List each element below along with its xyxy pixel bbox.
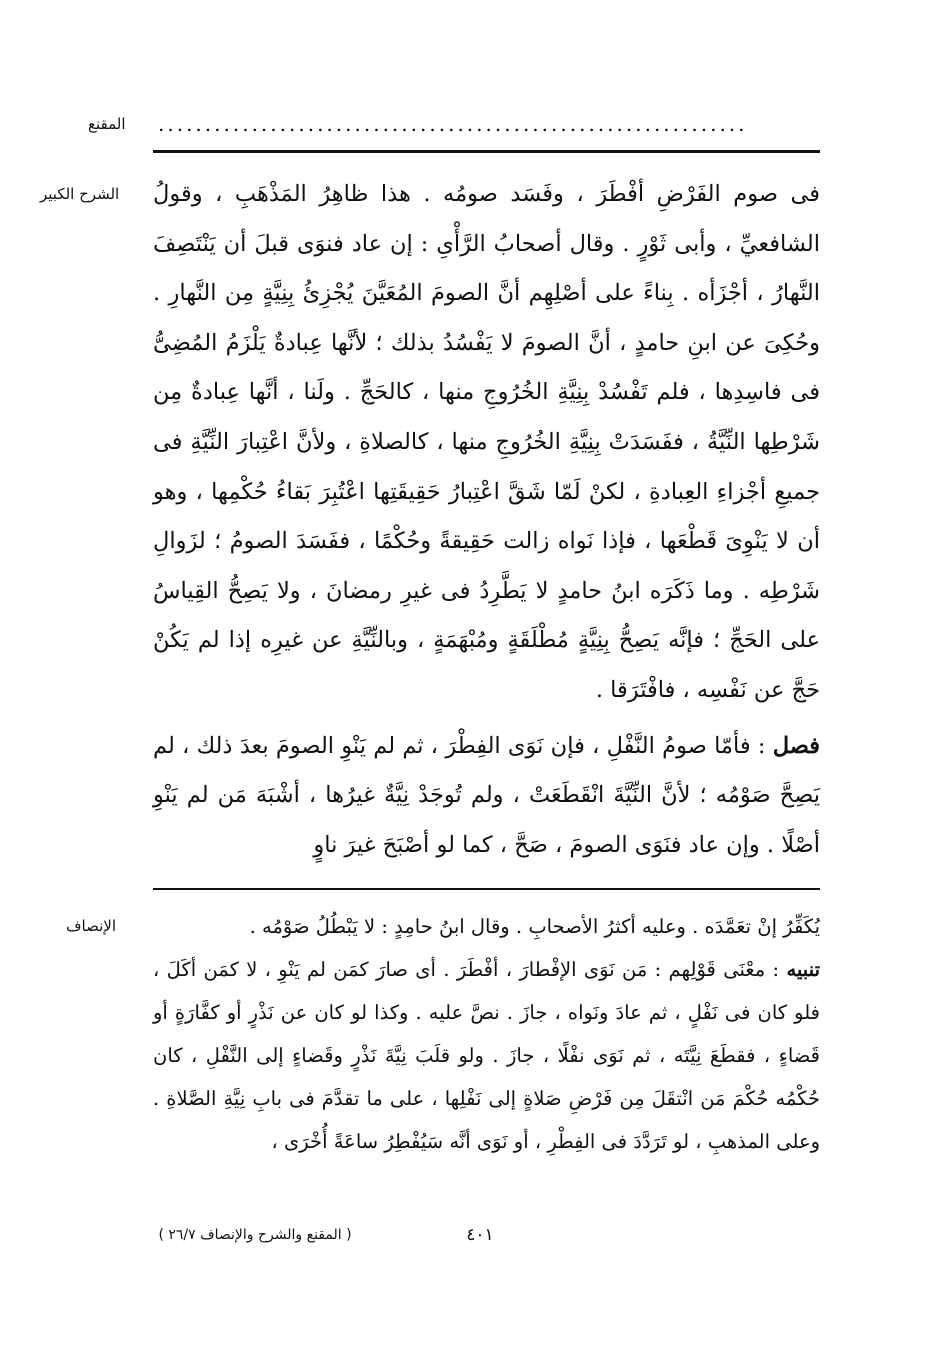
page-number: ٤٠١ [466,1225,494,1245]
sharh-paragraph-1: فى صوم الفَرْضِ أفْطَرَ ، وفَسَد صومُه . هذا ظاهِرُ المَذْهَبِ ، وقولُ الشافعيِّ ، وأبى ثَوْرٍ . وقال أصحابُ الرَّأْىِ : إن عاد فنوَى قبلَ أن يَنْتَصِفَ النَّهارُ ، أجْزَأه . بِناءً على أصْلِهِم أنَّ الصومَ المُعَيَّنَ يُجْزِئُ بِنِيَّةٍ مِن النَّهارِ . وحُكِىَ عن ابنِ حامدٍ ، أنَّ الصومَ لا يَفْسُدُ بذلك ؛ لأنَّها عِبادةٌ يَلْزَمُ المُضِىُّ فى فاسِدِها ، فلم تَفْسُدْ بِنِيَّةِ الخُرُوجِ منها ، كالحَجِّ . ولَنا ، أنَّها عِبادةٌ مِن شَرْطِها النِّيَّةُ ، ففَسَدَتْ بِنِيَّةِ الخُرُوجِ منها ، كالصلاةِ ، ولأنَّ اعْتِبارَ النِّيَّةِ فى جميعِ أجْزاءِ العِبادةِ ، لكنْ لَمّا شَقَّ اعْتِبارُ حَقِيقَتِها اعْتُبِرَ بَقاءُ حُكْمِها ، وهو أن لا يَنْوِىَ قَطْعَها ، فإذا نَواه زالت حَقِيقةً وحُكْمًا ، ففَسَدَ الصومُ ؛ لزَوالِ شَرْطِه . وما ذَكَرَه ابنُ حامدٍ لا يَطَّرِدُ فى غيرِ رمضانَ ، ولا يَصِحُّ القِياسُ على الحَجِّ ؛ فإنَّه يَصِحُّ بِنِيَّةٍ مُطْلَقَةٍ ومُبْهَمَةٍ ، وبالنِّيَّةِ عن غيرِه إذا لم يَكُنْ حَجَّ عن نَفْسِه ، فافْتَرَقا . [153,181,820,703]
running-title: المقنع [88,115,126,133]
tanbih-heading: تنبيه [786,958,821,981]
sharh-paragraph-2 [153,722,820,871]
volume-reference: ( المقنع والشرح والإنصاف ٢٦/٧ ) [158,1227,352,1243]
sharh-paragraph-2-text: : فأمّا صومُ النَّفْلِ ، فإن نَوَى الفِطْرَ ، ثم لم يَنْوِ الصومَ بعدَ ذلك ، لم يَصِحَّ صَوْمُه ؛ لأنَّ النِّيَّةَ انْقَطَعَتْ ، ولم تُوجَدْ نِيَّةٌ غيرُها ، أشْبَهَ مَن لم يَنْوِ أصْلًا . وإن عاد فنَوَى الصومَ ، صَحَّ ، كما لو أصْبَحَ غيرَ ناوٍ [153,732,820,858]
insaf-paragraph-2-text: : معْنَى قَوْلِهم : مَن نَوَى الإفْطارَ ، أفْطَرَ . أى صارَ كمَن لم يَنْوِ ، لا كمَن أكَلَ ، فلو كان فى نَفْلٍ ، ثم عادَ ونَواه ، جازَ . نصَّ عليه . وكذا لو كان عن نَذْرٍ أو كفَّارَةٍ أو قَضاءٍ ، فقطَعَ نِيَّتَه ، ثم نَوَى نفْلًا ، جازَ . ولو قلَبَ نِيَّةَ نَذْرٍ وقَضاءٍ إلى النَّفْلِ ، كان حُكْمُه حُكْمَ مَن انْتقَلَ مِن فَرْضِ صَلاةٍ إلى نَفْلِها ، على ما تقدَّمَ فى بابِ نِيَّةِ الصَّلاةِ . وعلى المذهبِ ، لو تَرَدَّدَ فى الفِطْرِ ، أو نَوَى أنَّه سَيُفْطِرُ ساعَةً أُخْرَى ، [153,958,820,1153]
section-divider-rule [153,888,820,890]
sharh-body [153,170,820,870]
header-rule [153,150,820,153]
insaf-body [153,905,820,1163]
insaf-section-label: الإنصاف [66,917,117,935]
sharh-section-label: الشرح الكبير [40,185,120,203]
insaf-paragraph-1: يُكَفِّرُ إنْ تعَمَّدَه . وعليه أكثرُ الأصحابِ . وقال ابنُ حامِدٍ : لا يَبْطُلُ صَوْمُه . [249,915,820,938]
fasl-heading: فصل [772,732,821,759]
insaf-paragraph-2 [153,948,820,1163]
header-dot-leader: ............................................................... [158,112,748,136]
